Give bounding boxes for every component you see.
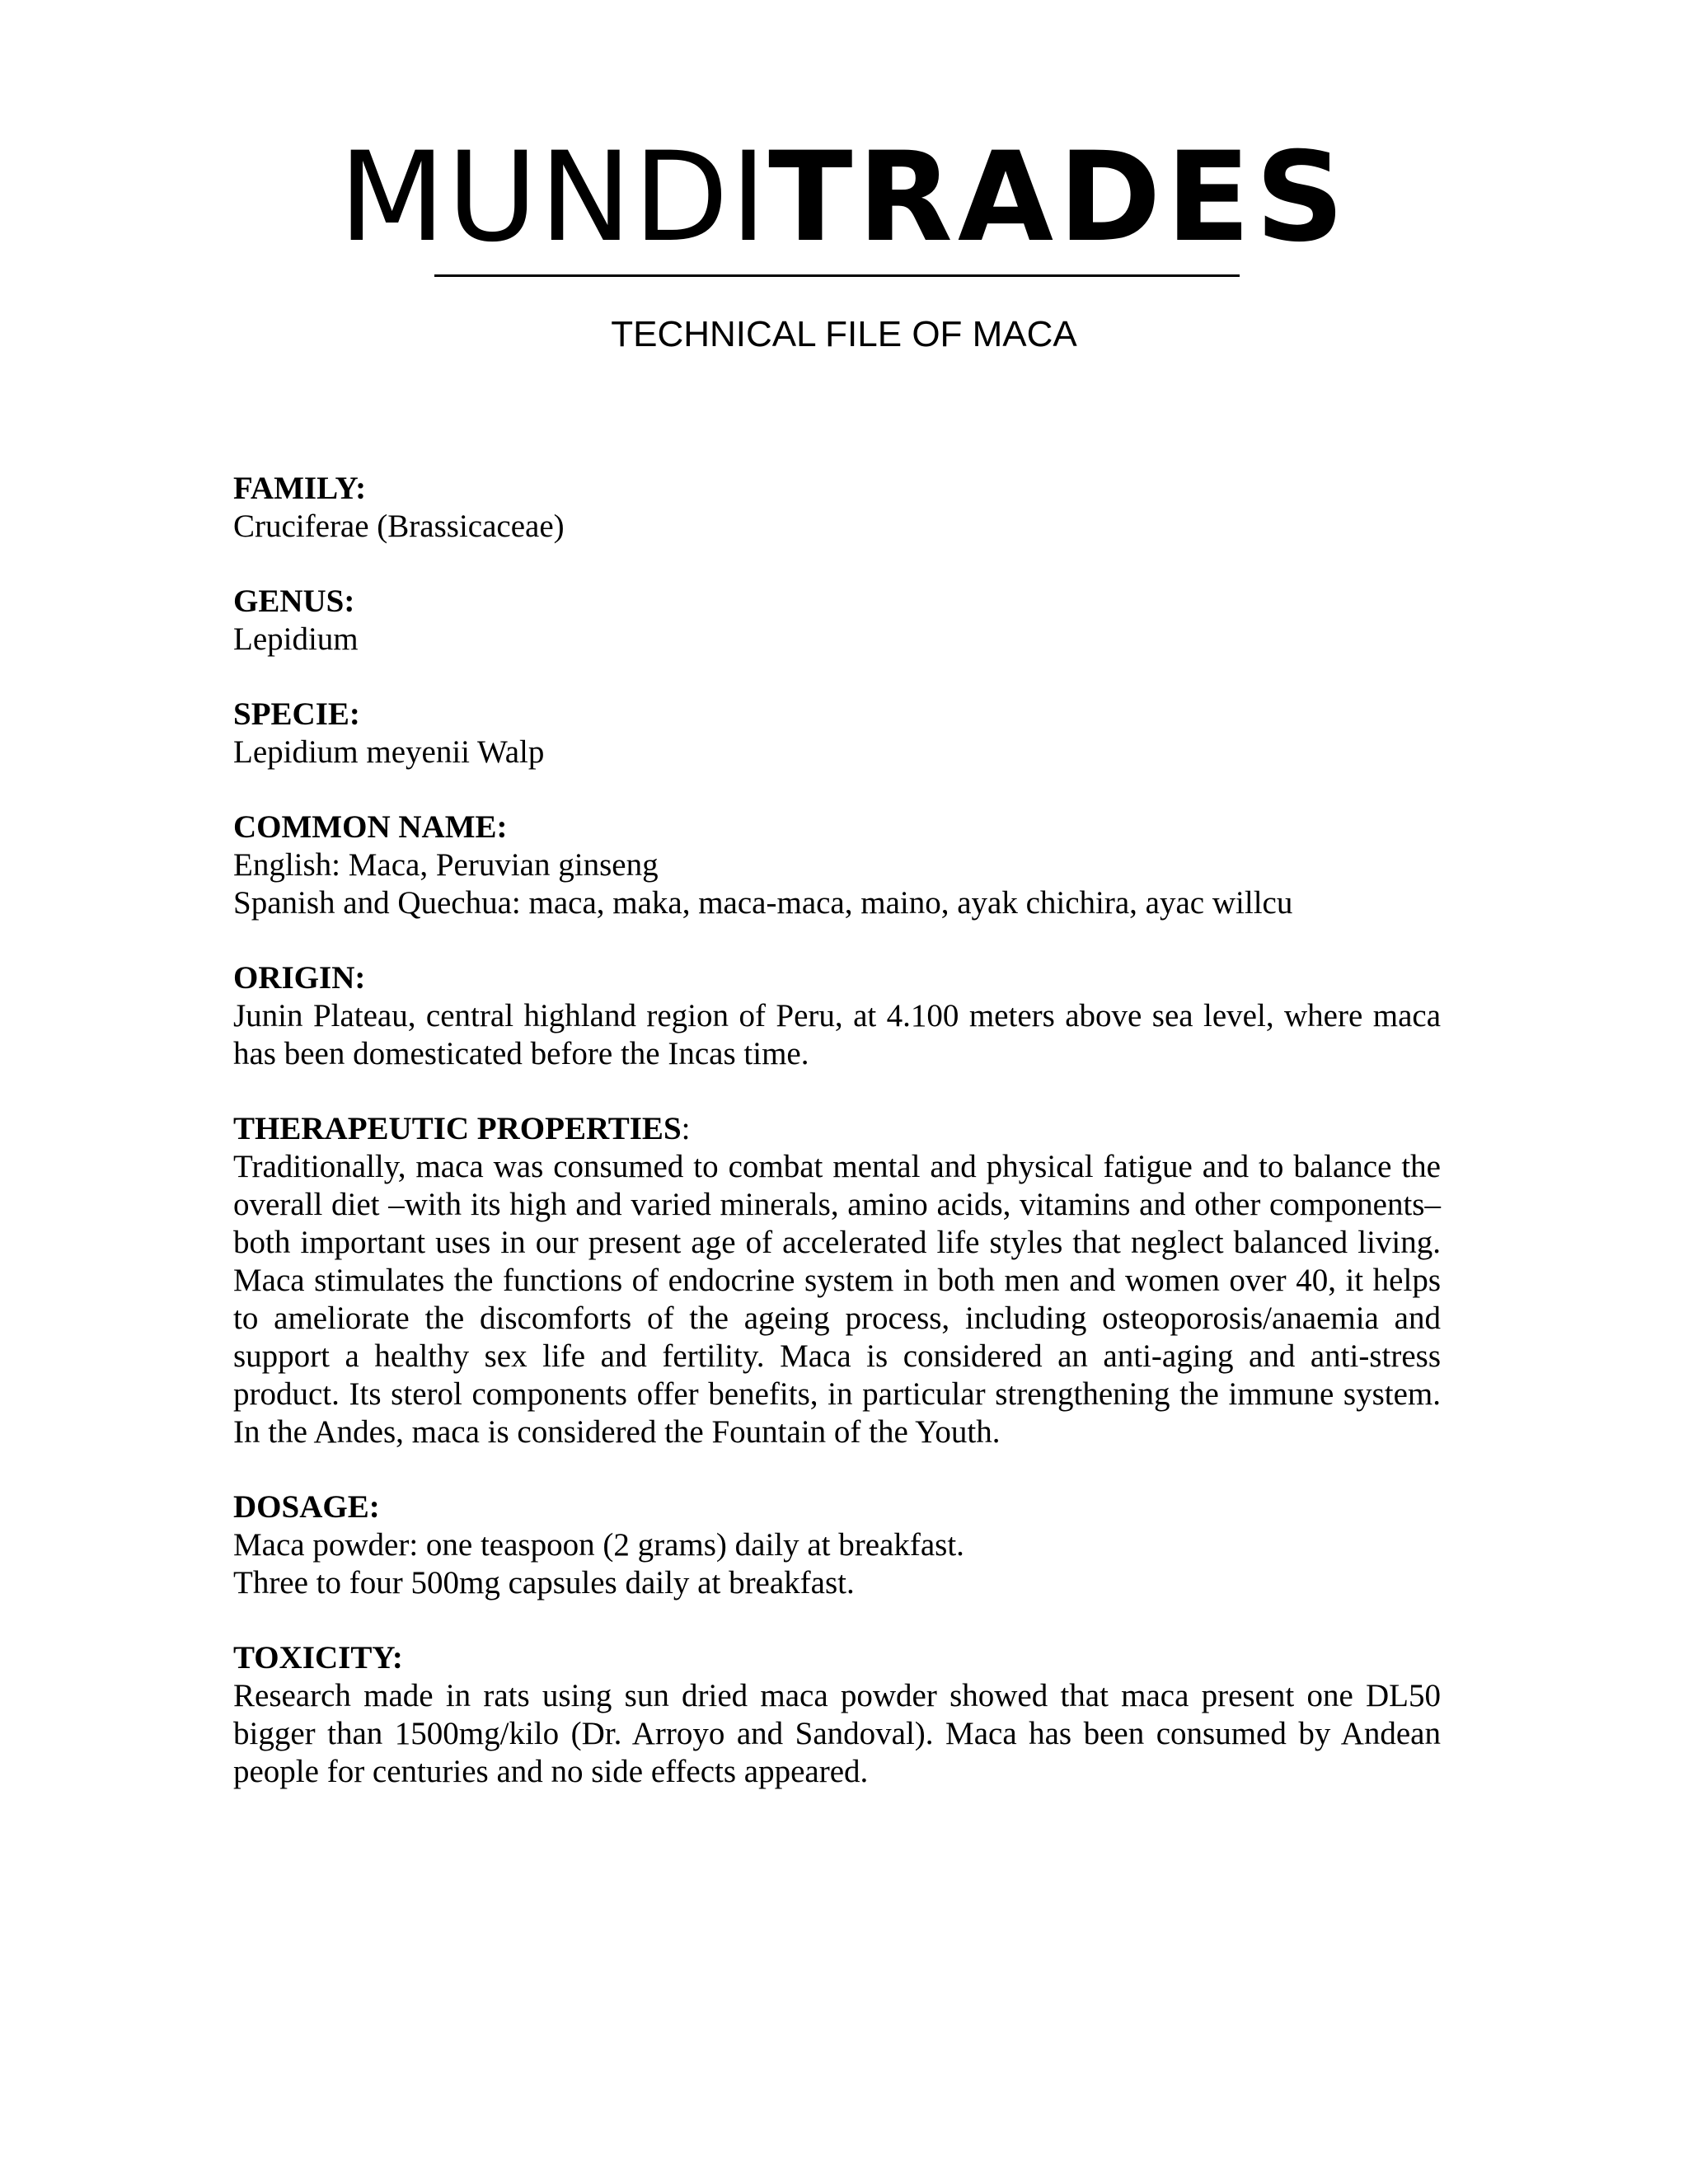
section-heading: TOXICITY: <box>233 1640 403 1675</box>
section-paragraph: Research made in rats using sun dried maca powder showed that maca present one DL50 bigger than 1500mg/kilo (Dr. Arroyo and Sandoval). Maca has been consumed by Andean people for centuries and no side effects appeared. <box>233 1678 1441 1789</box>
section-line: Lepidium meyenii Walp <box>233 734 545 770</box>
section-heading-wrapper <box>233 1110 1441 1148</box>
section-line: Three to four 500mg capsules daily at breakfast. <box>233 1565 855 1601</box>
section-line: Maca powder: one teaspoon (2 grams) daily at breakfast. <box>233 1527 964 1563</box>
section-line: English: Maca, Peruvian ginseng <box>233 847 659 883</box>
section-dosage <box>233 1488 1441 1602</box>
logo-text-bold: TRADES <box>768 126 1350 269</box>
section-genus <box>233 583 1441 658</box>
section-therapeutic-properties <box>233 1110 1441 1451</box>
section-heading: THERAPEUTIC PROPERTIES <box>233 1111 682 1146</box>
page-title: TECHNICAL FILE OF MACA <box>611 314 1077 354</box>
logo-text-light: MUNDI <box>338 126 769 269</box>
section-paragraph: Junin Plateau, central highland region of Peru, at 4.100 meters above sea level, where maca has been domesticated before the Incas time. <box>233 998 1441 1071</box>
section-heading: FAMILY: <box>233 471 367 506</box>
section-heading: COMMON NAME: <box>233 809 508 845</box>
section-paragraph: Traditionally, maca was consumed to combat mental and physical fatigue and to balance the overall diet –with its high and varied minerals, amino acids, vitamins and other components– both important uses in our present age of accelerated life styles that neglect balanced living. Maca stimulates the functions of endocrine system in both men and women over 40, it helps to ameliorate the discomforts of the ageing process, including osteoporosis/anaemia and support a healthy sex life and fertility. Maca is considered an anti-aging and anti-stress product. Its sterol components offer benefits, in particular strengthening the immune system. In the Andes, maca is considered the Fountain of the Youth. <box>233 1149 1441 1450</box>
section-heading-colon: : <box>681 1111 691 1146</box>
section-toxicity <box>233 1639 1441 1791</box>
section-heading: DOSAGE: <box>233 1489 380 1525</box>
section-line: Cruciferae (Brassicaceae) <box>233 509 565 544</box>
section-heading: SPECIE: <box>233 696 360 732</box>
section-family <box>233 470 1441 546</box>
section-heading: ORIGIN: <box>233 960 366 996</box>
section-specie <box>233 696 1441 771</box>
munditrades-logo <box>0 124 1688 272</box>
section-line: Spanish and Quechua: maca, maka, maca-maca, maino, ayak chichira, ayac willcu <box>233 885 1293 921</box>
section-common-name <box>233 808 1441 922</box>
section-heading: GENUS: <box>233 583 355 619</box>
section-line: Lepidium <box>233 621 359 657</box>
section-origin <box>233 959 1441 1073</box>
document-body <box>233 470 1441 1828</box>
header-divider <box>434 274 1240 277</box>
